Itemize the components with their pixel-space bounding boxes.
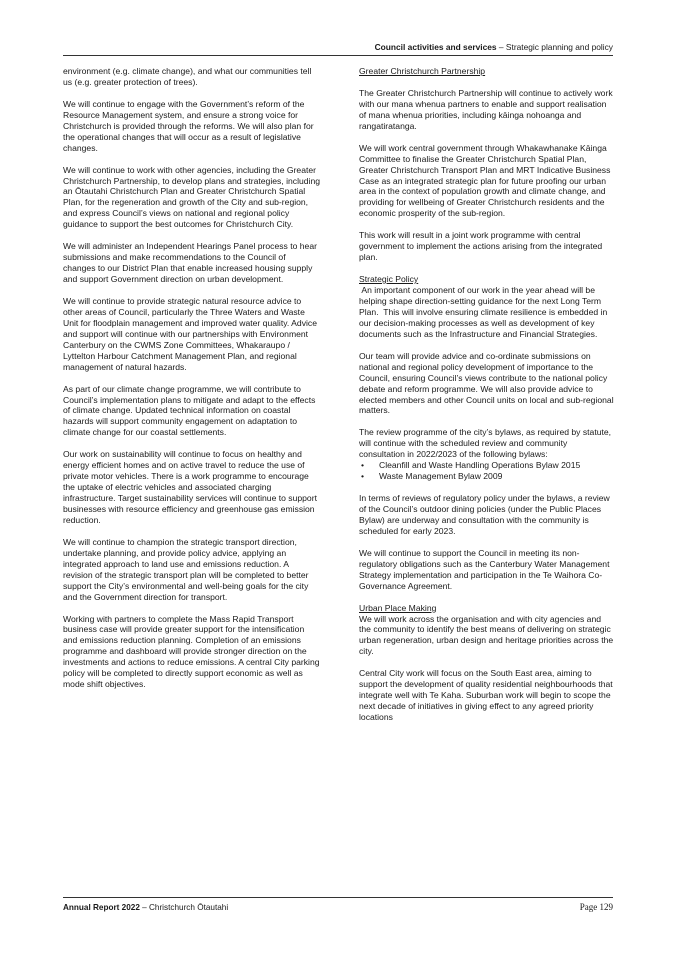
paragraph: We will continue to champion the strategic transport direction, undertake planning, and provide policy advice, applying an integrated approach to land use and emissions reduction. A revision of the strategic transport plan will be completed to better support the City’s environmental and well-being goals for the city and the Government direction for transport. — [63, 536, 309, 602]
paragraph: We will work across the organisation and with city agencies and the community to identify the best means of delivering on strategic urban regeneration, urban design and heritage priorities across the city. — [359, 613, 614, 657]
paragraph: We will work central government through Whakawhanake Kāinga Committee to finalise the Greater Christchurch Spatial Plan, Greater Christchurch Transport Plan and MRT Indicative Business Case as an integrated strategic plan for future proofing our urban area in the context of population growth and climate change, and providing for wellbeing of Greater Christchurch residents and the economic prosperity of the sub-region. — [359, 142, 611, 219]
paragraph: We will administer an Independent Hearings Panel process to hear submissions and make recommendations to the Council of changes to our District Plan that enable increased housing supply and support Government direction on urban development. — [63, 241, 317, 285]
bylaw-list — [359, 460, 615, 482]
header-divider — [63, 55, 613, 56]
header-section-title: Council activities and services — [374, 42, 497, 52]
footer-report-name: Annual Report 2022 — [63, 903, 140, 912]
paragraph: We will continue to provide strategic natural resource advice to other areas of Council, particularly the Three Waters and Waste Unit for floodplain management and improved water quality. Advice and support will continue with our partnerships with Environment Canterbury on the CWMS Zone Committees, Whakaraupo / Lyttelton Harbour Catchment Management Plan, and regional management of natural hazards. — [63, 295, 317, 372]
paragraph: We will continue to work with other agencies, including the Greater Christchurch Partnership, to develop plans and strategies, including an Ōtautahi Christchurch Plan and Greater Christchurch Spatial Plan, for the regeneration and growth of the City and sub-region, and express Council’s views on national and regional policy guidance to support the best outcomes for Christchurch City. — [63, 164, 321, 230]
header-section-subtitle: – Strategic planning and policy — [496, 42, 613, 52]
right-column — [359, 66, 615, 723]
footer-divider — [63, 897, 613, 898]
paragraph: We will continue to engage with the Government’s reform of the Resource Management system, and ensure a strong voice for Christchurch is provided through the reforms. We will also plan for the operational changes that will occur as a result of legislative changes. — [63, 98, 314, 153]
list-item: • Cleanfill and Waste Handling Operations Bylaw 2015 — [359, 460, 615, 471]
paragraph: Our team will provide advice and co-ordinate submissions on national and regional policy development of importance to the Council, ensuring Council’s views contribute to the national policy debate and reform programme. We will also provide advice to elected members and other Council units on local and sub-regional matters. — [359, 350, 614, 416]
paragraph: The review programme of the city’s bylaws, as required by statute, will continue with the scheduled review and community consultation in 2022/2023 of the following bylaws: — [359, 427, 612, 460]
section-heading-strategic-policy: Strategic Policy — [359, 274, 419, 285]
paragraph: Central City work will focus on the South East area, aiming to support the development of quality residential neighbourhoods that integrate well with Te Kaha. Suburban work will begin to scope the next decade of initiatives in giving effect to any agreed priority locations — [359, 668, 613, 723]
paragraph: An important component of our work in the year ahead will be helping shape direction-setting guidance for the next Long Term Plan. This will involve ensuring climate resilience is embedded in our decision-making processes as well as development of key documents such as the Infrastructure and Financial Strategies. — [359, 285, 610, 339]
paragraph: As part of our climate change programme, we will contribute to Council’s implementation plans to mitigate and adapt to the effects of climate change. Updated technical information on coastal hazards will support community engagement on adaptation to climate change for our coastal settlements. — [63, 383, 316, 438]
footer-report-title — [63, 903, 228, 912]
paragraph: In terms of reviews of regulatory policy under the bylaws, a review of the Council’s outdoor dining policies (under the Public Places Bylaw) are underway and consultation with the community is scheduled for early 2023. — [359, 493, 610, 536]
page-number: Page 129 — [579, 902, 613, 912]
paragraph: Our work on sustainability will continue to focus on healthy and energy efficient homes and on active travel to reduce the use of private motor vehicles. There is a work programme to encourage the uptake of electric vehicles and associated charging infrastructure. Target sustainability services will continue to support businesses with resource efficiency and greenhouse gas emission reduction. — [63, 449, 317, 525]
paragraph: The Greater Christchurch Partnership will continue to actively work with our mana whenua partners to enable and support realisation of mana whenua priorities, including kāinga nohoanga and rangatiratanga. — [359, 87, 613, 131]
paragraph: We will continue to support the Council in meeting its non-regulatory obligations such as the Canterbury Water Management Strategy implementation and participation in the Te Waihora Co-Governance Agreement. — [359, 547, 610, 591]
paragraph: This work will result in a joint work programme with central government to implement the actions arising from the integrated plan. — [359, 230, 603, 263]
list-item: • Waste Management Bylaw 2009 — [359, 471, 615, 482]
section-heading-urban-place-making: Urban Place Making — [359, 602, 437, 613]
paragraph: Working with partners to complete the Mass Rapid Transport business case will provide greater support for the intensification and emissions reduction planning. Completion of an emissions programme and dashboard will provide stronger direction on the investments and actions to reduce emissions. A central City parking policy will be completed to directly support economic as well as mode shift objectives. — [63, 613, 320, 690]
paragraph: environment (e.g. climate change), and what our communities tell us (e.g. greater protection of trees). — [63, 66, 312, 87]
left-column — [63, 66, 320, 690]
footer-report-city: – Christchurch Ōtautahi — [139, 903, 229, 912]
running-header — [63, 42, 613, 56]
section-heading-gcp: Greater Christchurch Partnership — [359, 66, 486, 76]
